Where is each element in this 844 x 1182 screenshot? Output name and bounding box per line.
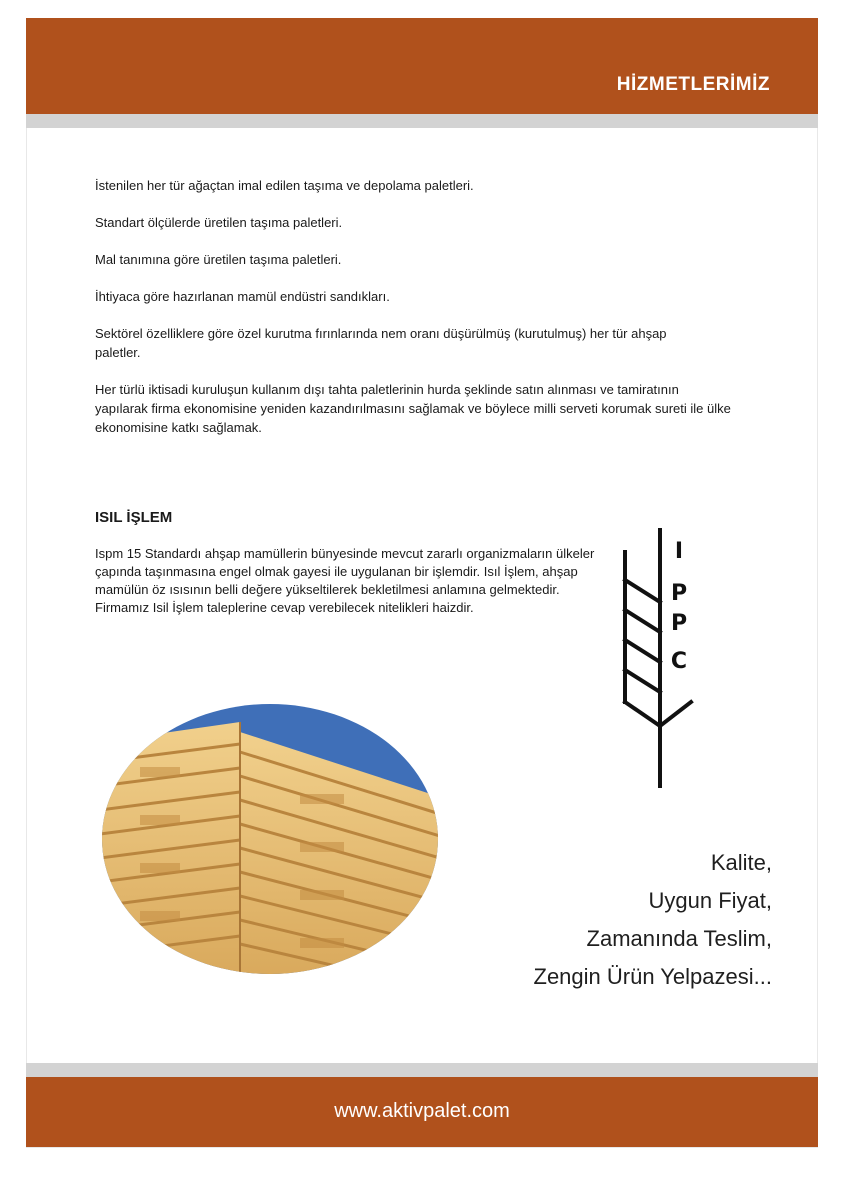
- ippc-logo: [615, 528, 705, 790]
- header-bar: [26, 18, 818, 114]
- slogans: [534, 844, 773, 996]
- ippc-letter: C: [670, 649, 688, 674]
- service-item: İhtiyaca göre hazırlanan mamül endüstri sandıkları.: [95, 289, 390, 304]
- pallet-stack-image: [100, 702, 440, 977]
- ippc-letter: I: [674, 539, 684, 564]
- section-title: ISIL İŞLEM: [95, 509, 173, 526]
- page-title: HİZMETLERİMİZ: [616, 74, 770, 95]
- slogan-line: Kalite,: [710, 850, 772, 875]
- ippc-letter: P: [670, 581, 688, 606]
- slogan-line: Uygun Fiyat,: [648, 888, 772, 913]
- service-item: İstenilen her tür ağaçtan imal edilen taşıma ve depolama paletleri.: [95, 178, 474, 193]
- ippc-letter: P: [670, 611, 688, 636]
- service-item: Standart ölçülerde üretilen taşıma paletleri.: [95, 215, 343, 230]
- section-body: Ispm 15 Standardı ahşap mamüllerin bünyesinde mevcut zararlı organizmaların ülkeler çapında taşınmasına engel olmak gayesi ile uygulanan bir işlemdir. Isıl İşlem, ahşap mamülün öz ısısının belli değere yükseltilerek bekletilmesi anlamına gelmektedir. Firmamız Isil İşlem taleplerine cevap verebilecek nitelikleri haizdir.: [95, 546, 595, 615]
- website-link[interactable]: www.aktivpalet.com: [334, 1100, 510, 1122]
- slogan-line: Zengin Ürün Yelpazesi...: [533, 964, 772, 989]
- services-list: [95, 176, 735, 455]
- footer-bar: [26, 1077, 818, 1147]
- slogan-line: Zamanında Teslim,: [586, 926, 772, 951]
- footer-divider: [26, 1063, 818, 1077]
- service-item: Her türlü iktisadi kuruluşun kullanım dışı tahta paletlerinin hurda şeklinde satın alınması ve tamiratının yapılarak firma ekonomisine yeniden kazandırılmasını sağlamak ve böylece milli serveti korumak sureti ile ülke ekonomisine katkı sağlamak.: [95, 382, 731, 435]
- service-item: Mal tanımına göre üretilen taşıma paletleri.: [95, 252, 342, 267]
- service-item: Sektörel özelliklere göre özel kurutma fırınlarında nem oranı düşürülmüş (kurutulmuş) her tür ahşap paletler.: [95, 326, 667, 360]
- header-divider: [26, 114, 818, 128]
